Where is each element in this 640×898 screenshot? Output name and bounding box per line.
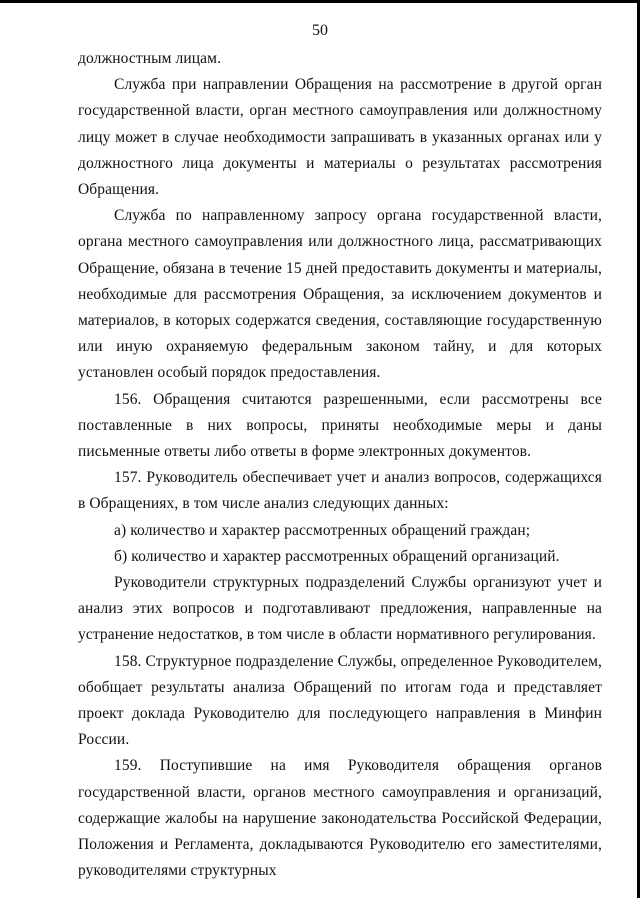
page-number: 50 bbox=[312, 22, 328, 39]
list-item: б) количество и характер рассмотренных обращений организаций. bbox=[114, 547, 560, 565]
paragraph-item-159: 159. Поступившие на имя Руководителя обращения органов государственной власти, органов местного самоуправления и организаций, содержащие жалобы на нарушение законодательства Российской Федерации, Положения и Регламента, докладываются Руководителю его заместителями, руководителями структурных bbox=[78, 757, 602, 880]
paragraph-continuation: должностным лицам. bbox=[78, 50, 222, 67]
paragraph-item-158: 158. Структурное подразделение Службы, определенное Руководителем, обобщает результаты анализа Обращений по итогам года и представляет проект доклада Руководителю для последующего направления в Минфин России. bbox=[78, 652, 602, 749]
paragraph: Служба при направлении Обращения на рассмотрение в другой орган государственной власти, орган местного самоуправления или должностному лицу может в случае необходимости запрашивать в указанных органах или у должностного лица документы и материалы о результатах рассмотрения Обращения. bbox=[78, 76, 602, 199]
paragraph-item-156: 156. Обращения считаются разрешенными, если рассмотрены все поставленные в них вопросы, приняты необходимые меры и даны письменные ответы либо ответы в форме электронных документов. bbox=[78, 390, 602, 461]
paragraph-item-157: 157. Руководитель обеспечивает учет и анализ вопросов, содержащихся в Обращениях, в том числе анализ следующих данных: bbox=[78, 469, 602, 513]
paragraph: Служба по направленному запросу органа государственной власти, органа местного самоуправления или должностного лица, рассматривающих Обращение, обязана в течение 15 дней предоставить документы и материалы, необходимые для рассмотрения Обращения, за исключением документов и материалов, в которых содержатся сведения, составляющие государственную или иную охраняемую федеральным законом тайну, и для которых установлен особый порядок предоставления. bbox=[78, 207, 602, 382]
paragraph: Руководители структурных подразделений Службы организуют учет и анализ этих вопросов и подготавливают предложения, направленные на устранение недостатков, в том числе в области нормативного регулирования. bbox=[78, 574, 602, 644]
scan-border-top bbox=[0, 0, 640, 3]
list-item: а) количество и характер рассмотренных обращений граждан; bbox=[114, 521, 531, 539]
document-body bbox=[78, 46, 602, 885]
